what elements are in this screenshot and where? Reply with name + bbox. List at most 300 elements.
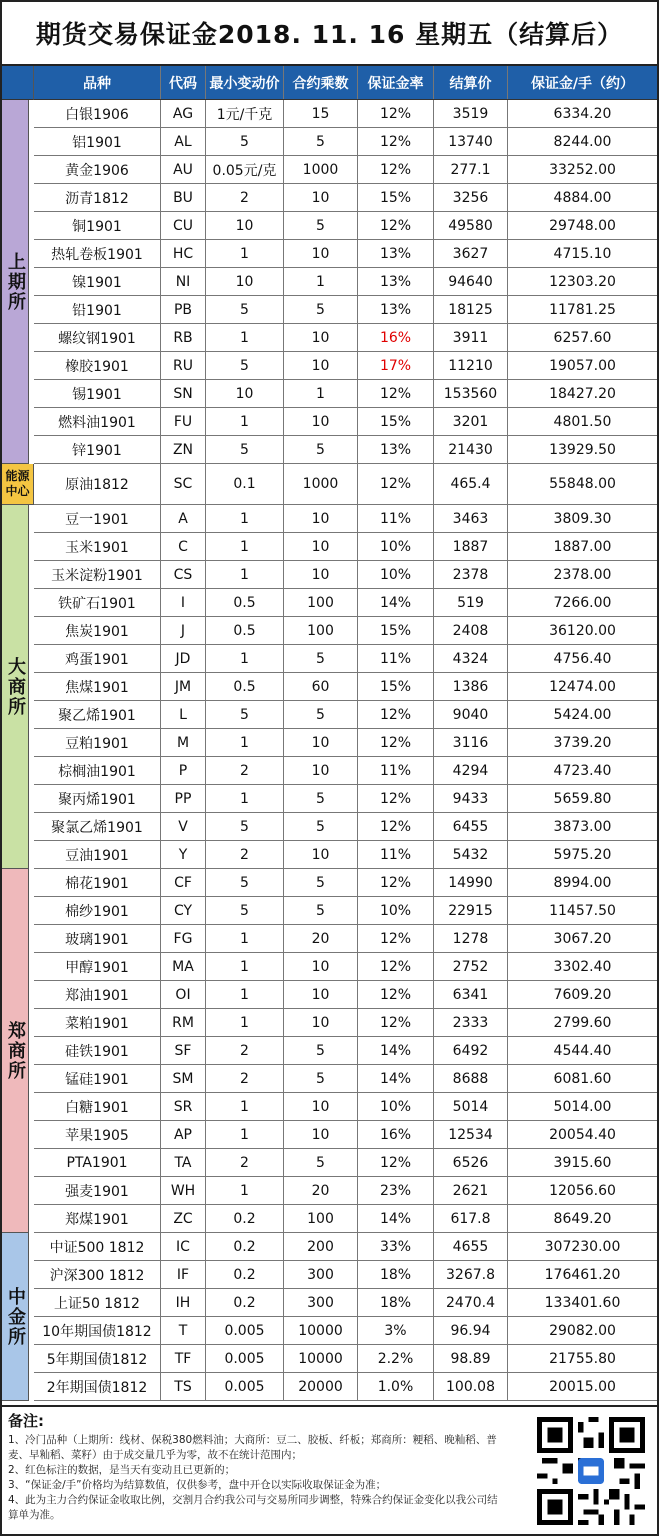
product-code: AU	[161, 156, 206, 183]
margin-rate: 12%	[358, 925, 434, 952]
min-tick: 1	[206, 953, 284, 980]
min-tick: 0.5	[206, 617, 284, 644]
product-code: NI	[161, 268, 206, 295]
product-code: AP	[161, 1121, 206, 1148]
margin-per-lot: 5975.20	[553, 846, 612, 863]
contract-multiplier: 100	[284, 589, 358, 616]
note-1: 1、冷门品种（上期所：线材、保税380燃料油；大商所：豆二、胶板、纤板；郑商所：粳稻、晚籼稻、普麦、早籼稻、菜籽）由于成交量几乎为零，故不在统计范围内；	[8, 1434, 497, 1461]
settlement-price: 21430	[434, 436, 508, 463]
product-name: 鸡蛋1901	[34, 645, 161, 672]
settlement-price: 12534	[434, 1121, 508, 1148]
table-row	[34, 757, 657, 785]
exchange-column	[2, 66, 34, 1401]
settlement-price: 617.8	[434, 1205, 508, 1232]
product-code: WH	[161, 1177, 206, 1204]
table-header	[34, 66, 657, 100]
contract-multiplier: 5	[284, 436, 358, 463]
product-name: 豆粕1901	[34, 729, 161, 756]
settlement-price: 519	[434, 589, 508, 616]
product-code: L	[161, 701, 206, 728]
margin-per-lot: 11781.25	[549, 301, 616, 318]
contract-multiplier: 5	[284, 212, 358, 239]
table-row	[34, 729, 657, 757]
product-name: 锰硅1901	[34, 1065, 161, 1092]
exchange-label: 郑商所	[2, 869, 29, 1233]
margin-rate: 3%	[358, 1317, 434, 1344]
product-name: 镍1901	[34, 268, 161, 295]
margin-per-lot: 19057.00	[549, 357, 616, 374]
table-row	[34, 533, 657, 561]
margin-per-lot: 13929.50	[549, 441, 616, 458]
header-corner	[2, 66, 34, 100]
table-row	[34, 156, 657, 184]
min-tick: 2	[206, 757, 284, 784]
margin-rate: 12%	[358, 212, 434, 239]
column-header: 保证金/手（约）	[530, 75, 635, 92]
min-tick: 2	[206, 1065, 284, 1092]
margin-rate: 12%	[358, 1009, 434, 1036]
settlement-price: 277.1	[434, 156, 508, 183]
min-tick: 10	[206, 380, 284, 407]
table-row	[34, 240, 657, 268]
exchange-label: 中金所	[2, 1233, 29, 1401]
margin-per-lot: 3067.20	[553, 930, 612, 947]
product-name: 锡1901	[34, 380, 161, 407]
product-code: TA	[161, 1149, 206, 1176]
contract-multiplier: 5	[284, 897, 358, 924]
min-tick: 0.05元/克	[206, 156, 284, 183]
margin-per-lot: 4801.50	[553, 413, 612, 430]
settlement-price: 22915	[434, 897, 508, 924]
product-code: HC	[161, 240, 206, 267]
product-name: PTA1901	[34, 1149, 161, 1176]
product-name: 螺纹钢1901	[34, 324, 161, 351]
contract-multiplier: 5	[284, 869, 358, 896]
exchange-label: 上期所	[2, 100, 29, 464]
product-name: 强麦1901	[34, 1177, 161, 1204]
settlement-price: 2621	[434, 1177, 508, 1204]
settlement-price: 3627	[434, 240, 508, 267]
min-tick: 5	[206, 128, 284, 155]
table-row	[34, 408, 657, 436]
product-name: 5年期国债1812	[34, 1345, 161, 1372]
margin-per-lot: 6334.20	[553, 105, 612, 122]
margin-rate: 14%	[358, 1205, 434, 1232]
min-tick: 0.5	[206, 589, 284, 616]
margin-per-lot: 3809.30	[553, 510, 612, 527]
margin-per-lot: 36120.00	[549, 622, 616, 639]
margin-per-lot: 12303.20	[549, 273, 616, 290]
product-code: PP	[161, 785, 206, 812]
margin-per-lot: 307230.00	[544, 1238, 621, 1255]
column-header: 最小变动价	[206, 66, 284, 99]
table-row	[34, 380, 657, 408]
table-row	[34, 701, 657, 729]
margin-rate: 18%	[358, 1289, 434, 1316]
product-code: FG	[161, 925, 206, 952]
contract-multiplier: 1	[284, 268, 358, 295]
min-tick: 5	[206, 296, 284, 323]
exchange-label: 能源中心	[2, 464, 34, 505]
table-row	[34, 1065, 657, 1093]
margin-rate: 12%	[358, 729, 434, 756]
table-row	[34, 352, 657, 380]
product-name: 硅铁1901	[34, 1037, 161, 1064]
margin-rate: 12%	[358, 701, 434, 728]
margin-rate: 12%	[358, 128, 434, 155]
note-2: 2、红色标注的数据，是当天有变动且已更新的；	[8, 1464, 236, 1476]
table-row	[34, 505, 657, 533]
settlement-price: 465.4	[434, 464, 508, 504]
min-tick: 10	[206, 268, 284, 295]
settlement-price: 4324	[434, 645, 508, 672]
min-tick: 1	[206, 729, 284, 756]
product-code: IF	[161, 1261, 206, 1288]
product-code: CS	[161, 561, 206, 588]
min-tick: 1	[206, 785, 284, 812]
settlement-price: 6341	[434, 981, 508, 1008]
contract-multiplier: 200	[284, 1233, 358, 1260]
margin-rate: 13%	[358, 240, 434, 267]
product-code: RU	[161, 352, 206, 379]
margin-rate: 12%	[358, 1149, 434, 1176]
margin-rate: 11%	[358, 757, 434, 784]
min-tick: 1	[206, 1121, 284, 1148]
contract-multiplier: 10	[284, 561, 358, 588]
contract-multiplier: 10000	[284, 1345, 358, 1372]
settlement-price: 1278	[434, 925, 508, 952]
table-row	[34, 953, 657, 981]
margin-per-lot: 133401.60	[544, 1294, 621, 1311]
contract-multiplier: 10	[284, 533, 358, 560]
page-title: 期货交易保证金2018. 11. 16 星期五（结算后）	[2, 2, 657, 66]
product-name: 豆一1901	[34, 505, 161, 532]
product-code: V	[161, 813, 206, 840]
contract-multiplier: 10	[284, 184, 358, 211]
margin-rate: 33%	[358, 1233, 434, 1260]
contract-multiplier: 10	[284, 240, 358, 267]
min-tick: 2	[206, 841, 284, 868]
product-code: IC	[161, 1233, 206, 1260]
product-code: BU	[161, 184, 206, 211]
product-code: JM	[161, 673, 206, 700]
min-tick: 1	[206, 533, 284, 560]
column-header: 品种	[34, 66, 161, 99]
margin-rate: 12%	[358, 464, 434, 504]
margin-rate: 12%	[358, 953, 434, 980]
min-tick: 0.2	[206, 1289, 284, 1316]
column-header: 代码	[161, 66, 206, 99]
product-name: 铅1901	[34, 296, 161, 323]
margin-per-lot: 8244.00	[553, 133, 612, 150]
contract-multiplier: 10	[284, 729, 358, 756]
margin-per-lot: 4756.40	[553, 650, 612, 667]
product-code: SR	[161, 1093, 206, 1120]
min-tick: 1	[206, 981, 284, 1008]
contract-multiplier: 10	[284, 1093, 358, 1120]
margin-per-lot: 5659.80	[553, 790, 612, 807]
settlement-price: 6455	[434, 813, 508, 840]
contract-multiplier: 5	[284, 296, 358, 323]
margin-rate: 10%	[358, 897, 434, 924]
table-row	[34, 1345, 657, 1373]
product-code: T	[161, 1317, 206, 1344]
table-row	[34, 1317, 657, 1345]
product-code: M	[161, 729, 206, 756]
table-row	[34, 617, 657, 645]
margin-per-lot: 33252.00	[549, 161, 616, 178]
contract-multiplier: 1	[284, 380, 358, 407]
margin-per-lot: 3739.20	[553, 734, 612, 751]
margin-rate: 18%	[358, 1261, 434, 1288]
product-name: 苹果1905	[34, 1121, 161, 1148]
settlement-price: 3911	[434, 324, 508, 351]
notes-section	[2, 1405, 657, 1534]
product-code: TS	[161, 1373, 206, 1400]
table-row	[34, 813, 657, 841]
settlement-price: 2378	[434, 561, 508, 588]
margin-per-lot: 176461.20	[544, 1266, 621, 1283]
min-tick: 2	[206, 1149, 284, 1176]
min-tick: 0.1	[206, 464, 284, 504]
product-name: 菜粕1901	[34, 1009, 161, 1036]
margin-rate: 12%	[358, 981, 434, 1008]
product-name: 2年期国债1812	[34, 1373, 161, 1400]
margin-per-lot: 5424.00	[553, 706, 612, 723]
min-tick: 1	[206, 408, 284, 435]
product-name: 郑煤1901	[34, 1205, 161, 1232]
min-tick: 1元/千克	[206, 100, 284, 127]
settlement-price: 13740	[434, 128, 508, 155]
contract-multiplier: 1000	[284, 464, 358, 504]
note-3: 3、“保证金/手”价格均为结算数值，仅供参考，盘中开仓以实际收取保证金为准；	[8, 1479, 387, 1491]
column-header: 保证金率	[358, 66, 434, 99]
settlement-price: 3116	[434, 729, 508, 756]
min-tick: 1	[206, 324, 284, 351]
contract-multiplier: 10	[284, 757, 358, 784]
product-code: SN	[161, 380, 206, 407]
margin-rate: 14%	[358, 1065, 434, 1092]
product-code: OI	[161, 981, 206, 1008]
product-name: 铜1901	[34, 212, 161, 239]
settlement-price: 9040	[434, 701, 508, 728]
margin-rate: 15%	[358, 673, 434, 700]
margin-rate: 16%	[358, 1121, 434, 1148]
data-columns	[34, 66, 657, 1401]
margin-per-lot: 20015.00	[549, 1378, 616, 1395]
table-row	[34, 1177, 657, 1205]
settlement-price: 6492	[434, 1037, 508, 1064]
table-row	[34, 673, 657, 701]
product-code: JD	[161, 645, 206, 672]
margin-rate: 16%	[358, 324, 434, 351]
product-code: MA	[161, 953, 206, 980]
min-tick: 2	[206, 184, 284, 211]
product-name: 豆油1901	[34, 841, 161, 868]
min-tick: 10	[206, 212, 284, 239]
min-tick: 1	[206, 1093, 284, 1120]
contract-multiplier: 10	[284, 953, 358, 980]
margin-per-lot: 4723.40	[553, 762, 612, 779]
margin-per-lot: 12056.60	[549, 1182, 616, 1199]
product-code: SC	[161, 464, 206, 504]
product-name: 铁矿石1901	[34, 589, 161, 616]
margin-rate: 12%	[358, 156, 434, 183]
table-row	[34, 869, 657, 897]
margin-per-lot: 6081.60	[553, 1070, 612, 1087]
table-row	[34, 1233, 657, 1261]
contract-multiplier: 20	[284, 925, 358, 952]
min-tick: 0.2	[206, 1205, 284, 1232]
product-name: 沪深300 1812	[34, 1261, 161, 1288]
contract-multiplier: 100	[284, 617, 358, 644]
settlement-price: 100.08	[434, 1373, 508, 1400]
margin-per-lot: 6257.60	[553, 329, 612, 346]
margin-per-lot: 29082.00	[549, 1322, 616, 1339]
margin-table	[2, 66, 657, 1401]
margin-rate: 11%	[358, 645, 434, 672]
contract-multiplier: 5	[284, 1149, 358, 1176]
settlement-price: 6526	[434, 1149, 508, 1176]
contract-multiplier: 10	[284, 324, 358, 351]
margin-rate: 1.0%	[358, 1373, 434, 1400]
min-tick: 5	[206, 436, 284, 463]
product-code: C	[161, 533, 206, 560]
settlement-price: 96.94	[434, 1317, 508, 1344]
margin-per-lot: 21755.80	[549, 1350, 616, 1367]
margin-per-lot: 18427.20	[549, 385, 616, 402]
contract-multiplier: 10000	[284, 1317, 358, 1344]
contract-multiplier: 20000	[284, 1373, 358, 1400]
contract-multiplier: 100	[284, 1205, 358, 1232]
product-code: AL	[161, 128, 206, 155]
settlement-price: 5014	[434, 1093, 508, 1120]
margin-rate: 10%	[358, 1093, 434, 1120]
product-code: J	[161, 617, 206, 644]
margin-per-lot: 29748.00	[549, 217, 616, 234]
contract-multiplier: 60	[284, 673, 358, 700]
min-tick: 0.5	[206, 673, 284, 700]
column-header: 合约乘数	[284, 66, 358, 99]
table-row	[34, 1009, 657, 1037]
product-name: 焦煤1901	[34, 673, 161, 700]
margin-rate: 12%	[358, 380, 434, 407]
product-code: I	[161, 589, 206, 616]
margin-per-lot: 2378.00	[553, 566, 612, 583]
margin-rate: 15%	[358, 408, 434, 435]
settlement-price: 14990	[434, 869, 508, 896]
settlement-price: 3519	[434, 100, 508, 127]
product-code: SF	[161, 1037, 206, 1064]
settlement-price: 9433	[434, 785, 508, 812]
table-row	[34, 925, 657, 953]
min-tick: 0.005	[206, 1373, 284, 1400]
product-code: A	[161, 505, 206, 532]
margin-rate: 12%	[358, 813, 434, 840]
product-code: SM	[161, 1065, 206, 1092]
product-name: 白糖1901	[34, 1093, 161, 1120]
product-code: RM	[161, 1009, 206, 1036]
table-row	[34, 645, 657, 673]
note-4: 4、此为主力合约保证金收取比例，交割月合约我公司与交易所同步调整，特殊合约保证金变化以我公司结算单为准。	[8, 1494, 498, 1521]
table-row	[34, 841, 657, 869]
contract-multiplier: 5	[284, 813, 358, 840]
margin-rate: 15%	[358, 184, 434, 211]
margin-rate: 13%	[358, 296, 434, 323]
table-row	[34, 589, 657, 617]
product-code: P	[161, 757, 206, 784]
product-name: 棉纱1901	[34, 897, 161, 924]
table-row	[34, 324, 657, 352]
margin-per-lot: 11457.50	[549, 902, 616, 919]
product-name: 甲醇1901	[34, 953, 161, 980]
min-tick: 5	[206, 813, 284, 840]
product-name: 白银1906	[34, 100, 161, 127]
contract-multiplier: 5	[284, 701, 358, 728]
min-tick: 1	[206, 1177, 284, 1204]
margin-rate: 12%	[358, 100, 434, 127]
margin-rate: 17%	[358, 352, 434, 379]
contract-multiplier: 5	[284, 1037, 358, 1064]
settlement-price: 2333	[434, 1009, 508, 1036]
margin-rate: 10%	[358, 533, 434, 560]
margin-rate: 13%	[358, 436, 434, 463]
min-tick: 5	[206, 701, 284, 728]
settlement-price: 94640	[434, 268, 508, 295]
product-name: 燃料油1901	[34, 408, 161, 435]
margin-per-lot: 4715.10	[553, 245, 612, 262]
min-tick: 1	[206, 1009, 284, 1036]
product-name: 焦炭1901	[34, 617, 161, 644]
product-code: PB	[161, 296, 206, 323]
product-name: 热轧卷板1901	[34, 240, 161, 267]
product-code: CU	[161, 212, 206, 239]
table-row	[34, 1373, 657, 1401]
product-name: 玉米淀粉1901	[34, 561, 161, 588]
product-name: 棉花1901	[34, 869, 161, 896]
product-name: 中证500 1812	[34, 1233, 161, 1260]
product-code: CF	[161, 869, 206, 896]
min-tick: 2	[206, 1037, 284, 1064]
product-code: ZN	[161, 436, 206, 463]
margin-per-lot: 8994.00	[553, 874, 612, 891]
product-name: 郑油1901	[34, 981, 161, 1008]
product-code: IH	[161, 1289, 206, 1316]
product-code: CY	[161, 897, 206, 924]
product-code: TF	[161, 1345, 206, 1372]
margin-per-lot: 3873.00	[553, 818, 612, 835]
margin-per-lot: 4544.40	[553, 1042, 612, 1059]
table-row	[34, 1121, 657, 1149]
margin-per-lot: 5014.00	[553, 1098, 612, 1115]
margin-rate: 14%	[358, 1037, 434, 1064]
min-tick: 0.2	[206, 1233, 284, 1260]
margin-per-lot: 12474.00	[549, 678, 616, 695]
settlement-price: 2408	[434, 617, 508, 644]
margin-rate: 15%	[358, 617, 434, 644]
margin-per-lot: 1887.00	[553, 538, 612, 555]
product-name: 玉米1901	[34, 533, 161, 560]
margin-rate: 12%	[358, 869, 434, 896]
margin-per-lot: 7609.20	[553, 986, 612, 1003]
product-code: Y	[161, 841, 206, 868]
settlement-price: 1386	[434, 673, 508, 700]
product-name: 玻璃1901	[34, 925, 161, 952]
product-name: 铝1901	[34, 128, 161, 155]
settlement-price: 5432	[434, 841, 508, 868]
min-tick: 1	[206, 240, 284, 267]
table-row	[34, 561, 657, 589]
